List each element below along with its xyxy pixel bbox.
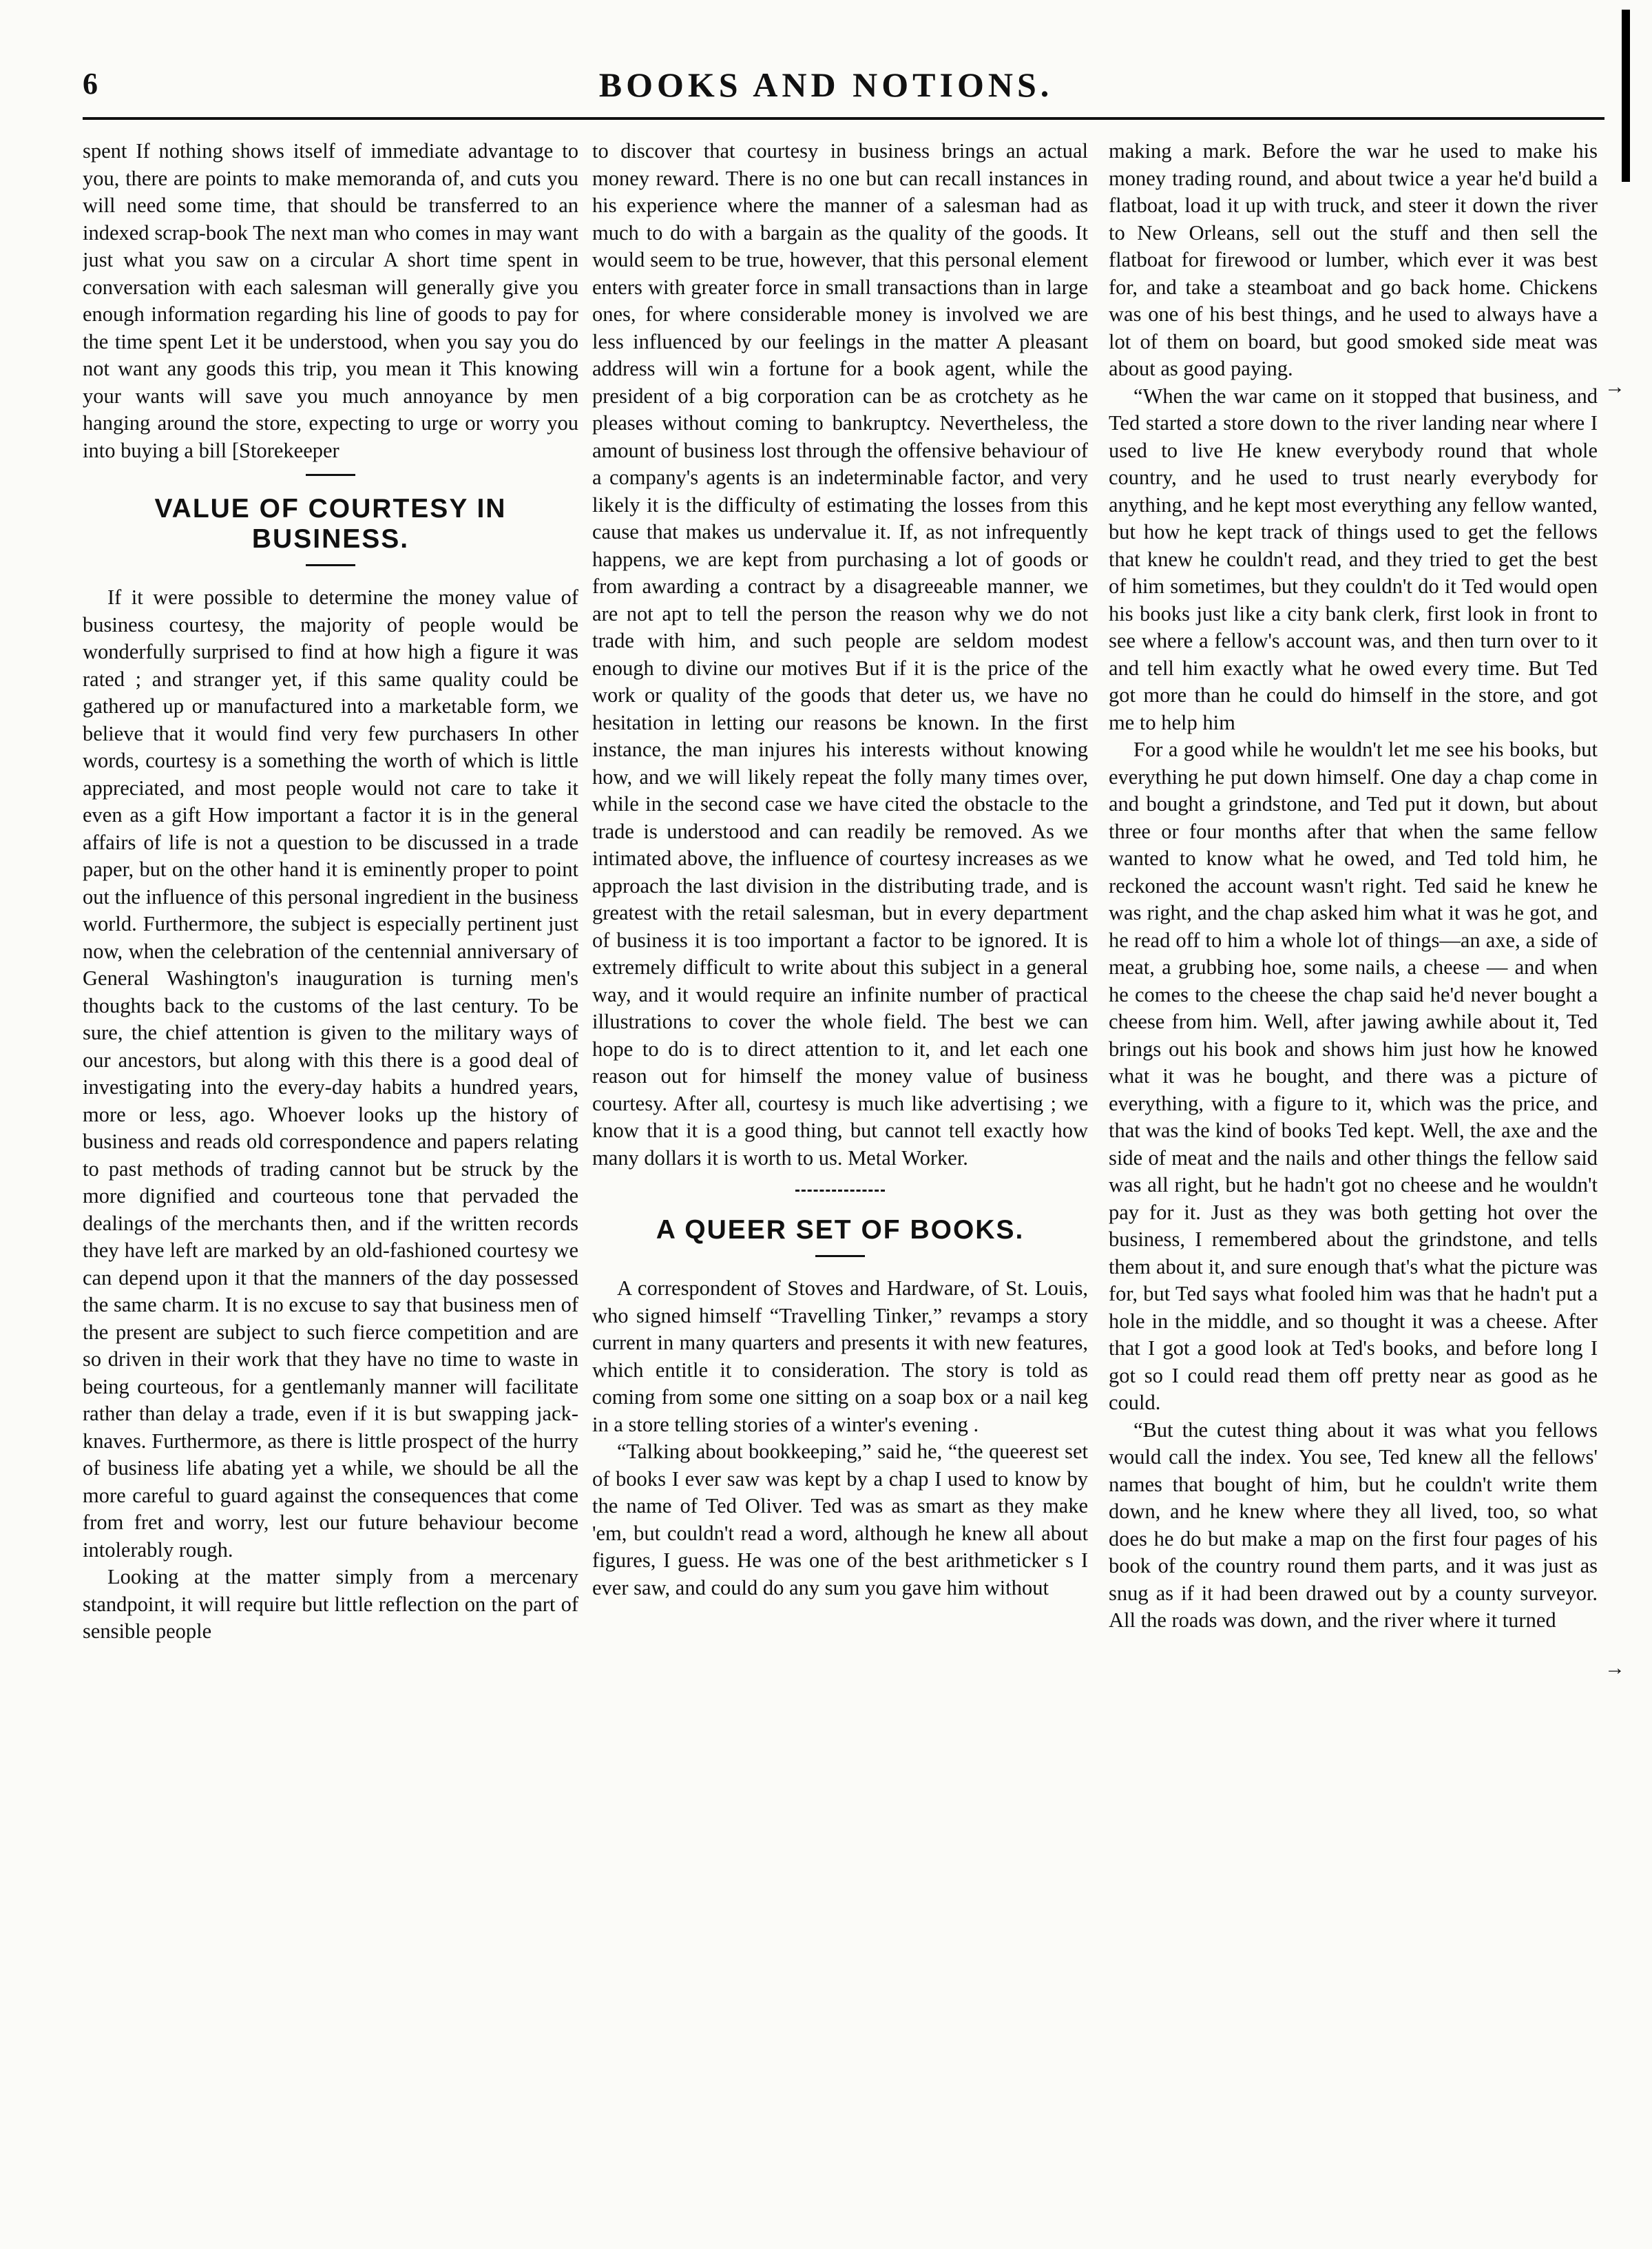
- margin-mark-1: →: [1604, 375, 1625, 398]
- paragraph: Looking at the matter simply from a mercenary standpoint, it will require but little reflection on the part of sensible people: [83, 1565, 578, 1643]
- paragraph: If it were possible to determine the money value of business courtesy, the majority of people would be wonderfully surprised to find at how high a figure it was rated ; and stranger yet, if this same quality could be gathered up or manufactured into a marketable form, we believe that it would find very few purchasers In other words, courtesy is a something the worth of which is little appreciated, and most people would not care to take it even as a gift How important a factor it is in the general affairs of life is not a question to be discussed in a trade paper, but on the other hand it is eminently proper to point out the influence of this personal ingredient in the business world. Furthermore, the subject is especially pertinent just now, when the celebration of the centennial anniversary of General Washington's inauguration is turning men's thoughts back to the customs of the last century. To be sure, the chief attention is given to the military ways of our ancestors, but along with this there is a good deal of investigating into the every-day habits a hundred years, more or less, ago. Whoever looks up the history of business and reads old correspondence and papers relating to past methods of trading cannot but be struck by the more dignified and courteous tone that pervaded the dealings of the merchants then, and if the written records they have left are marked by an old-fashioned courtesy we can depend upon it that the manners of the day possessed the same charm. It is no excuse to say that business men of the present are subject to such fierce competition and are so driven in their work that they have no time to waste in being courteous, for a gentlemanly manner will facilitate rather than delay a trade, even if it is but swapping jack-knaves. Furthermore, as there is little prospect of the hurry of business life abating yet a while, we should be all the more careful to guard against the consequences that come from fret and worry, lest our future behaviour become intolerably rough.: [83, 585, 578, 1562]
- paragraph: “When the war came on it stopped that business, and Ted started a store down to the river landing near where I used to live He knew everybody round that whole country, and he used to trust nearly everybody for anything, and he kept most everything any fellow wanted, but how he kept track of things used to get the fellows that knew he couldn't read, and they tried to get the best of him sometimes, but they couldn't do it Ted would open his books just like a city bank clerk, first look in front to see where a fellow's account was, and then turn over to it and tell him exactly what he owed every time. But Ted got more than he could do himself in the store, and got me to help him: [1109, 384, 1598, 734]
- margin-mark-2: →: [1604, 1657, 1625, 1679]
- section-divider: [306, 474, 355, 476]
- article-separator: [795, 1190, 885, 1192]
- paragraph: to discover that courtesy in business brings an actual money reward. There is no one but can recall instances in his experience where the manner of a salesman had as much to do with a bargain as the quality of the goods. It would seem to be true, however, that this personal element enters with greater force in small transactions than in large ones, for where considerable money is involved we are less influenced by our feelings in the matter A pleasant address will win a fortune for a book agent, while the president of a big corporation can be as crotchety as he pleases without coming to bankruptcy. Nevertheless, the amount of business lost through the offensive behaviour of a company's agents is an indeterminable factor, and very likely it is the difficulty of estimating the losses from this cause that makes us undervalue it. If, as not infrequently happens, we are kept from purchasing a lot of goods or from awarding a contract by a disagreeable manner, we are not apt to tell the person the reason why we do not trade with him, and such people are seldom modest enough to divine our motives But if it is the price of the work or quality of the goods that deter us, we have no hesitation in letting our reasons be known. In the first instance, the man injures his interests without knowing how, and we will likely repeat the folly many times over, while in the second case we have cited the obstacle to the trade is understood and can readily be removed. As we intimated above, the influence of courtesy increases as we approach the last division in the distributing trade, and is greatest with the retail salesman, but in every department of business it is too important a factor to be ignored. It is extremely difficult to write about this subject in a general way, and it would require an infinite number of practical illustrations to cover the whole field. The best we can hope to do is to direct attention to it, and let each one reason out for himself the money value of business courtesy. After all, courtesy is much like advertising ; we know that it is a good thing, but cannot tell exactly how many dollars it is worth to us. Metal Worker.: [592, 139, 1088, 1170]
- column-2: [592, 138, 1088, 2232]
- page-number: 6: [83, 67, 98, 101]
- paragraph: A correspondent of Stoves and Hardware, of St. Louis, who signed himself “Travelling Tinker,” revamps a story current in many quarters and presents it with new features, which entitle it to consideration. The story is told as coming from some one sitting on a soap box or a nail keg in a store telling stories of a winter's evening .: [592, 1276, 1088, 1436]
- header-rule: [83, 117, 1604, 120]
- paragraph: “But the cutest thing about it was what you fellows would call the index. You see, Ted knew all the fellows' names that bought of him, but he couldn't write them down, and he knew where they all lived, too, so what does he do but make a map on the first four pages of his book of the country round them parts, and it was just as snug as if it had been drawed out by a county surveyor. All the roads was down, and the river where it turned: [1109, 1418, 1598, 1632]
- column-3: [1109, 138, 1598, 2232]
- paragraph: For a good while he wouldn't let me see his books, but everything he put down himself. One day a chap come in and bought a grindstone, and Ted put it down, but about three or four months after that when the same fellow wanted to know what he owed, and Ted told him, he reckoned the account wasn't right. Ted said he knew he was right, and the chap asked him what it was he got, and he read off to him a whole lot of things—an axe, a side of meat, a grubbing hoe, some nails, a cheese — and when he comes to the cheese the chap said he'd never bought a cheese from him. Well, after jawing awhile about it, Ted brings out his book and shows him just how he knowed what it was he bought, and there was a picture of everything, with a figure to it, which was the price, and that was the kind of books Ted kept. Well, the axe and the side of meat and the nails and other things the fellow said was all right, but he hadn't got no cheese and he wouldn't pay for it. Just as they was both getting hot over the business, I remembered about the grindstone, and tells them about it, and sure enough that's what the picture was for, but Ted says what fooled him was that he hadn't put a hole in the middle, and so thought it was a cheese. After that I got a good look at Ted's books, and before long I got so I could read them off pretty near as good as he could.: [1109, 738, 1598, 1414]
- paragraph: spent If nothing shows itself of immediate advantage to you, there are points to make memoranda of, and cuts you will need some time, that should be transferred to an indexed scrap-book The next man who comes in may want just what you saw on a circular A short time spent in conversation with each salesman will generally give you enough information regarding his line of goods to pay for the time spent Let it be understood, when you say you do not want any goods this trip, you mean it This knowing your wants will save you much annoyance by men hanging around the store, expecting to urge or worry you into buying a bill [Storekeeper: [83, 139, 578, 462]
- running-head: BOOKS AND NOTIONS.: [598, 65, 1054, 104]
- article-heading: A QUEER SET OF BOOKS.: [656, 1215, 1025, 1245]
- section-divider: [306, 564, 355, 566]
- section-divider: [815, 1255, 865, 1257]
- paragraph: making a mark. Before the war he used to make his money trading round, and about twice a year he'd build a flatboat, load it up with truck, and steer it down the river to New Orleans, sell out the stuff and then sell the flatboat for firewood or lumber, which ever it was best for, and take a steamboat and go back home. Chickens was one of his best things, and he used to always have a lot of them on board, but good smoked side meat was about as good paying.: [1109, 139, 1598, 380]
- column-1: [83, 138, 578, 2232]
- article-heading: VALUE OF COURTESY IN BUSINESS.: [154, 494, 507, 554]
- paragraph: “Talking about bookkeeping,” said he, “the queerest set of books I ever saw was kept by a chap I used to know by the name of Ted Oliver. Ted was as smart as they make 'em, but couldn't read a word, although he knew all about figures, I guess. He was one of the best arithmeticker s I ever saw, and could do any sum you gave him without: [592, 1440, 1088, 1599]
